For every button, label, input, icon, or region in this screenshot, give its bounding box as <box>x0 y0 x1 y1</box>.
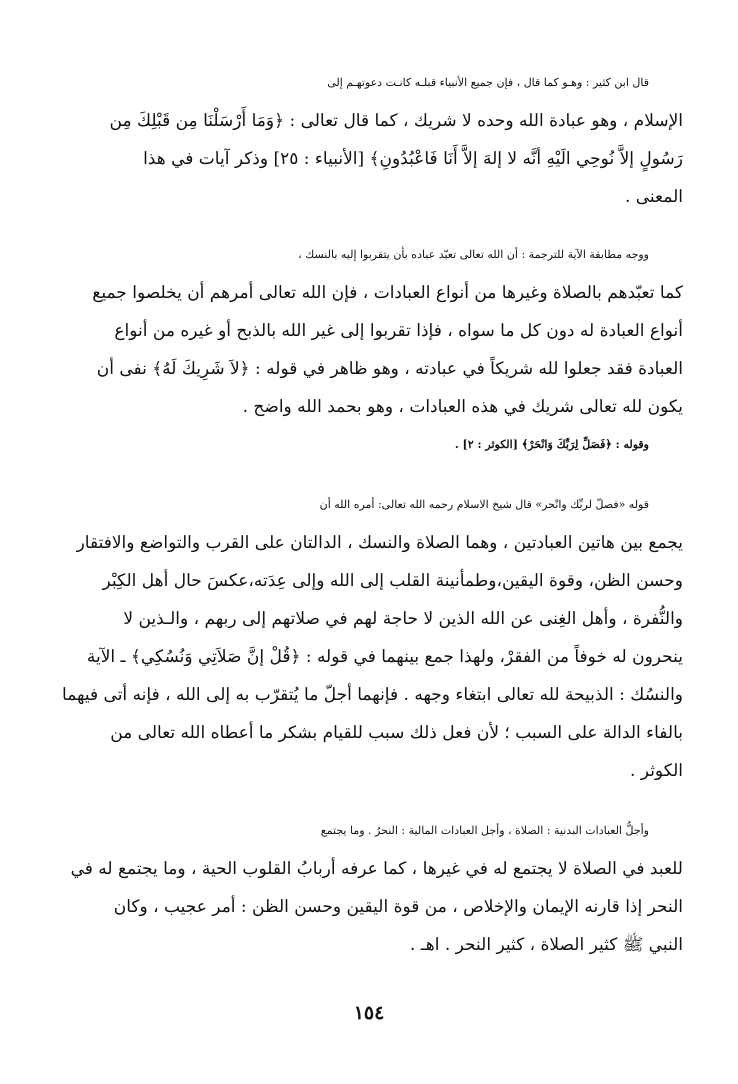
text-line: الكوثر . <box>630 761 683 781</box>
text-line: بالفاء الدالة على السبب ؛ لأن فعل ذلك سبب للقيام بشكر ما أعطاه الله تعالى من <box>110 723 683 743</box>
page-body <box>55 60 683 964</box>
text-line: قوله «فصلّ لربِّك وانْحر» قال شيخ الاسلام رحمه الله تعالى: أمره الله أن <box>319 498 649 511</box>
paragraph-greatest-worship <box>55 812 683 964</box>
text-line: للعبد في الصلاة لا يجتمع له في غيرها ، كما عرفه أربابُ القلوب الحية ، وما يجتمع له في <box>70 859 683 879</box>
text-line: العبادة فقد جعلوا لله شريكاً في عبادته ، وهو ظاهر في قوله : ﴿لاَ شَرِيكَ لَهُ﴾ نفى أن <box>96 359 683 379</box>
text-line: وحسن الظن، وقوة اليقين،وطمأنينة القلب إلى الله وإلى عِدَته،عكسَ حال أهل الكِبْر <box>102 571 683 591</box>
text-line: أنواع العبادة له دون كل ما سواه ، فإذا تقربوا إلى غير الله بالذبح أو غيره من أنواع <box>114 321 683 341</box>
paragraph-ibn-taymiyyah <box>55 486 683 790</box>
text-line: رَسُولٍ إلاَّ نُوحِي الَيْهِ أنَّه لا إلهَ إلاَّ أَنَا فَاعْبُدُونِ﴾ [الأنبياء : ٢٥] وذكر آيات في هذا <box>143 149 683 169</box>
text-line: كما تعبّدهم بالصلاة وغيرها من أنواع العبادات ، فإن الله تعالى أمرهم أن يخلصوا جميع <box>92 283 683 303</box>
text-line: المعنى . <box>624 187 683 207</box>
text-line: وقوله : ﴿فَصَلِّ لِرَبِّكَ وَانْحَرْ﴾ [الكوثر : ٢] . <box>454 438 649 451</box>
text-line: قال ابن كثير : وهـو كما قال ، فإن جميع الأنبياء قبلـه كانـت دعوتهـم إلى <box>327 76 649 89</box>
text-line: ينحرون له خوفاً من الفقرْ، ولهذا جمع بينهما في قوله : ﴿قُلْ إنَّ صَلاَتِي وَنُسُكِي﴾ ـ الآية <box>86 647 683 667</box>
text-line: يكون لله تعالى شريك في هذه العبادات ، وهو بحمد الله واضح . <box>242 397 683 417</box>
text-line: وأجلُّ العبادات البدنية : الصلاة ، وأجل العبادات المالية : النحرُ . وما يجتمع <box>320 824 649 837</box>
text-line: والنسُك : الذبيحة لله تعالى ابتغاء وجهه . فإنهما أجلّ ما يُتقرّب به إلى الله ، فإنه أتى فيهما <box>62 685 683 705</box>
paragraph-relevance <box>55 236 683 426</box>
text-line: النحر إذا قارنه الإيمان والإخلاص ، من قوة اليقين وحسن الظن : أمر عجيب ، وكان <box>113 897 683 917</box>
text-line: يجمع بين هاتين العبادتين ، وهما الصلاة والنسك ، الدالتان على القرب والتواضع والافتقار <box>76 533 683 553</box>
text-line: ووجه مطابقة الآية للترجمة : أن الله تعالى تعبّد عباده بأن يتقربوا إليه بالنسك ، <box>298 248 649 261</box>
text-line: والنُّفرة ، وأهل الغِنى عن الله الذين لا حاجة لهم في صلاتهم إلى ربهم ، والـذين لا <box>123 609 683 629</box>
text-line: الإسلام ، وهو عبادة الله وحده لا شريك ، كما قال تعالى : ﴿وَمَا أَرْسَلْنَا مِن قَبْلِكَ مِن <box>109 111 683 131</box>
text-line: النبي ﷺ كثير الصلاة ، كثير النحر . اهـ . <box>409 935 683 955</box>
page-number: ١٥٤ <box>353 1002 385 1024</box>
verse-heading <box>55 426 683 464</box>
paragraph-ibn-kathir-quote <box>55 64 683 216</box>
